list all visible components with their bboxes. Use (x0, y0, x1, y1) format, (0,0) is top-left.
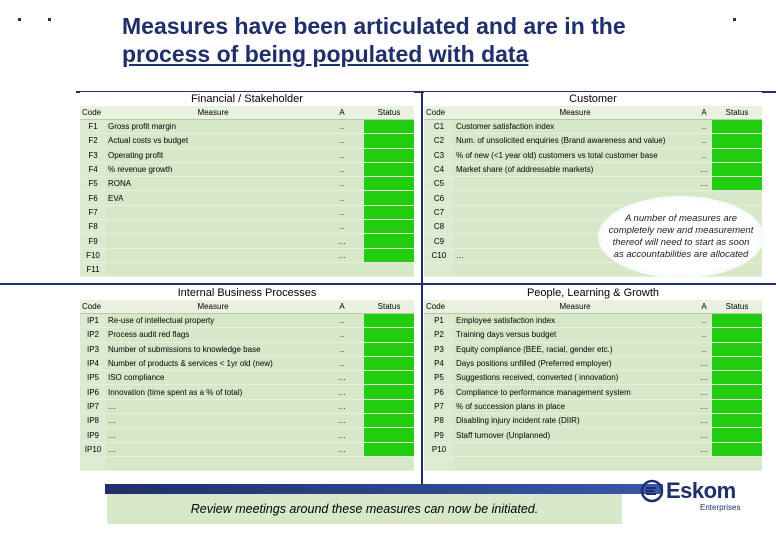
measure-a-value: … (320, 248, 364, 262)
table-row (424, 314, 762, 328)
people-table (424, 300, 762, 471)
measure-name (106, 262, 320, 276)
measure-code: F3 (80, 148, 106, 162)
table-row (80, 177, 414, 191)
title-line-2: process of being populated with data (122, 41, 529, 67)
measure-code: IP10 (80, 442, 106, 456)
measure-a-value: … (320, 442, 364, 456)
measure-a-value: .. (320, 328, 364, 342)
a-header: A (696, 300, 712, 314)
measure-name: RONA (106, 177, 320, 191)
measure-code (424, 262, 454, 276)
measure-a-value: … (696, 399, 712, 413)
measure-header: Measure (454, 106, 696, 120)
measure-name (106, 248, 320, 262)
table-row (424, 428, 762, 442)
measure-code: F10 (80, 248, 106, 262)
status-indicator (712, 385, 762, 399)
measure-a-value: .. (696, 342, 712, 356)
status-indicator (364, 220, 414, 234)
measure-name: Actual costs vs budget (106, 134, 320, 148)
measure-code: F1 (80, 120, 106, 134)
status-indicator (712, 399, 762, 413)
table-row (80, 134, 414, 148)
measure-code: IP8 (80, 414, 106, 428)
status-indicator (712, 148, 762, 162)
table-row (424, 456, 762, 470)
status-indicator (364, 399, 414, 413)
measure-a-value: … (320, 371, 364, 385)
measure-name: Market share (of addressable markets) (454, 162, 696, 176)
measure-code: C2 (424, 134, 454, 148)
measure-a-value: … (696, 371, 712, 385)
measure-code: C6 (424, 191, 454, 205)
measure-name (106, 205, 320, 219)
code-header: Code (424, 300, 454, 314)
status-indicator (364, 342, 414, 356)
status-indicator (712, 342, 762, 356)
measure-a-value: .. (320, 177, 364, 191)
status-indicator (364, 162, 414, 176)
measure-a-value: … (320, 414, 364, 428)
measure-a-value (320, 262, 364, 276)
people-quadrant (424, 286, 762, 472)
measure-name: … (106, 399, 320, 413)
measure-a-value: .. (320, 356, 364, 370)
code-header: Code (424, 106, 454, 120)
status-indicator (364, 191, 414, 205)
table-row (80, 328, 414, 342)
financial-title: Financial / Stakeholder (80, 92, 414, 106)
measure-name: Re-use of intellectual property (106, 314, 320, 328)
measure-code: P7 (424, 399, 454, 413)
measure-code: F2 (80, 134, 106, 148)
table-row (80, 162, 414, 176)
measure-name: Gross profit margin (106, 120, 320, 134)
a-header: A (320, 106, 364, 120)
measure-name: Days positions unfilled (Preferred employer) (454, 356, 696, 370)
measure-a-value: .. (320, 220, 364, 234)
measure-code: P4 (424, 356, 454, 370)
measure-a-value: .. (320, 134, 364, 148)
status-indicator (364, 414, 414, 428)
measure-name: Employee satisfaction index (454, 314, 696, 328)
status-indicator (712, 414, 762, 428)
measure-name: … (454, 248, 696, 262)
customer-title: Customer (424, 92, 762, 106)
measure-name: Innovation (time spent as a % of total) (106, 385, 320, 399)
measure-code: C1 (424, 120, 454, 134)
table-row (80, 120, 414, 134)
measure-name: Customer satisfaction index (454, 120, 696, 134)
status-indicator (364, 248, 414, 262)
status-indicator (712, 120, 762, 134)
status-indicator (712, 314, 762, 328)
callout-bubble: A number of measures are completely new and measurement thereof will need to start as soon as accountabilities are allocated (598, 196, 764, 278)
logo-subtitle: Enterprises (700, 503, 741, 512)
status-indicator (364, 328, 414, 342)
measure-a-value: … (696, 177, 712, 191)
people-title: People, Learning & Growth (424, 286, 762, 300)
measure-code: IP2 (80, 328, 106, 342)
measure-name: EVA (106, 191, 320, 205)
status-indicator (712, 456, 762, 470)
corner-dot (18, 18, 21, 21)
table-row (80, 442, 414, 456)
measure-name: Training days versus budget (454, 328, 696, 342)
measure-a-value: .. (696, 134, 712, 148)
measure-a-value: … (696, 162, 712, 176)
measure-header: Measure (106, 300, 320, 314)
status-indicator (364, 205, 414, 219)
status-header: Status (364, 106, 414, 120)
measure-a-value: .. (696, 314, 712, 328)
table-row (424, 328, 762, 342)
measure-name (454, 442, 696, 456)
measure-a-value: .. (696, 328, 712, 342)
table-row (424, 371, 762, 385)
status-indicator (364, 314, 414, 328)
status-indicator (364, 385, 414, 399)
measure-name (454, 456, 696, 470)
measure-a-value: .. (320, 205, 364, 219)
slide-title (122, 12, 742, 68)
measure-name: … (106, 442, 320, 456)
measure-a-value: .. (320, 148, 364, 162)
table-row (80, 262, 414, 276)
measure-code: P2 (424, 328, 454, 342)
measure-code: P3 (424, 342, 454, 356)
measure-name: Suggestions received, converted ( innovation) (454, 371, 696, 385)
table-row (424, 148, 762, 162)
status-indicator (712, 356, 762, 370)
status-indicator (364, 442, 414, 456)
table-row (80, 342, 414, 356)
status-indicator (364, 120, 414, 134)
status-indicator (712, 371, 762, 385)
status-indicator (364, 456, 414, 470)
status-header: Status (364, 300, 414, 314)
measure-code: C10 (424, 248, 454, 262)
table-row (80, 191, 414, 205)
measure-a-value (696, 456, 712, 470)
status-header: Status (712, 106, 762, 120)
measure-code: P1 (424, 314, 454, 328)
table-row (80, 205, 414, 219)
measure-a-value: .. (696, 120, 712, 134)
measure-code: IP4 (80, 356, 106, 370)
measure-a-value: .. (320, 314, 364, 328)
measure-code: F9 (80, 234, 106, 248)
status-indicator (712, 328, 762, 342)
measure-name: Disabling injury incident rate (DIIR) (454, 414, 696, 428)
footer-message: Review meetings around these measures can now be initiated. (107, 494, 622, 524)
status-indicator (364, 148, 414, 162)
measure-code: C8 (424, 220, 454, 234)
status-indicator (364, 177, 414, 191)
table-row (80, 385, 414, 399)
table-row (424, 342, 762, 356)
measure-code: IP9 (80, 428, 106, 442)
measure-name: % of new (<1 year old) customers vs total customer base (454, 148, 696, 162)
table-row (424, 385, 762, 399)
measure-name: Operating profit (106, 148, 320, 162)
measure-name: Equity compliance (BEE, racial, gender etc.) (454, 342, 696, 356)
code-header: Code (80, 300, 106, 314)
code-header: Code (80, 106, 106, 120)
table-row (80, 314, 414, 328)
table-row (424, 120, 762, 134)
measure-a-value: … (696, 428, 712, 442)
status-indicator (364, 134, 414, 148)
measure-name (106, 456, 320, 470)
table-row (80, 234, 414, 248)
table-row (80, 371, 414, 385)
measure-name: Number of products & services < 1yr old (new) (106, 356, 320, 370)
measure-code: F6 (80, 191, 106, 205)
table-row (424, 414, 762, 428)
title-line-1: Measures have been articulated and are in the (122, 13, 626, 39)
people-header-row (424, 300, 762, 314)
measure-a-value: .. (696, 148, 712, 162)
measure-code: F5 (80, 177, 106, 191)
table-row (80, 220, 414, 234)
table-row (424, 399, 762, 413)
measure-code: IP7 (80, 399, 106, 413)
measure-code: F7 (80, 205, 106, 219)
logo-name: Eskom (666, 478, 736, 503)
measure-name: Staff turnover (Unplanned) (454, 428, 696, 442)
table-row (80, 148, 414, 162)
measure-code (424, 456, 454, 470)
measure-code: IP3 (80, 342, 106, 356)
measure-name: Number of submissions to knowledge base (106, 342, 320, 356)
table-row (80, 428, 414, 442)
measure-code: C4 (424, 162, 454, 176)
status-indicator (712, 177, 762, 191)
measure-name: Num. of unsolicited enquiries (Brand awareness and value) (454, 134, 696, 148)
measure-name (106, 234, 320, 248)
measure-code: C5 (424, 177, 454, 191)
table-row (80, 248, 414, 262)
financial-table (80, 106, 414, 277)
measure-code: C9 (424, 234, 454, 248)
measure-code: IP6 (80, 385, 106, 399)
measure-code: C3 (424, 148, 454, 162)
measure-a-value: … (320, 234, 364, 248)
corner-dot (733, 18, 736, 21)
status-indicator (712, 162, 762, 176)
measure-name: Process audit red flags (106, 328, 320, 342)
internal-header-row (80, 300, 414, 314)
measure-code: P8 (424, 414, 454, 428)
measure-name: % revenue growth (106, 162, 320, 176)
measure-header: Measure (106, 106, 320, 120)
measure-name: … (106, 414, 320, 428)
measure-name: Compliance to performance management system (454, 385, 696, 399)
measure-code: P5 (424, 371, 454, 385)
measure-a-value: … (696, 356, 712, 370)
measure-a-value: … (320, 385, 364, 399)
internal-table (80, 300, 414, 471)
status-indicator (364, 428, 414, 442)
measure-a-value: .. (320, 162, 364, 176)
measure-code: C7 (424, 205, 454, 219)
center-rule (421, 91, 423, 521)
measure-name: … (106, 428, 320, 442)
measure-code: P6 (424, 385, 454, 399)
status-indicator (712, 428, 762, 442)
table-row (424, 162, 762, 176)
measure-name: ISO compliance (106, 371, 320, 385)
measure-a-value: … (696, 414, 712, 428)
measure-a-value: … (320, 399, 364, 413)
table-row (424, 442, 762, 456)
measure-code: P10 (424, 442, 454, 456)
table-row (80, 399, 414, 413)
measure-a-value (320, 456, 364, 470)
table-row (424, 177, 762, 191)
status-header: Status (712, 300, 762, 314)
measure-code: IP1 (80, 314, 106, 328)
measure-name: % of succession plans in place (454, 399, 696, 413)
status-indicator (364, 262, 414, 276)
internal-quadrant (80, 286, 414, 472)
measure-a-value: … (696, 385, 712, 399)
measure-a-value: .. (320, 120, 364, 134)
measure-code: F11 (80, 262, 106, 276)
a-header: A (320, 300, 364, 314)
table-row (80, 356, 414, 370)
eskom-emblem-icon (640, 478, 664, 504)
measure-a-value: … (696, 442, 712, 456)
status-indicator (364, 234, 414, 248)
footer-bar (105, 484, 663, 494)
financial-header-row (80, 106, 414, 120)
middle-rule (0, 283, 776, 285)
financial-quadrant (80, 92, 414, 280)
measure-a-value: .. (320, 342, 364, 356)
table-row (80, 456, 414, 470)
status-indicator (364, 371, 414, 385)
measure-code: IP5 (80, 371, 106, 385)
a-header: A (696, 106, 712, 120)
corner-dot (48, 18, 51, 21)
status-indicator (712, 442, 762, 456)
measure-header: Measure (454, 300, 696, 314)
measure-code: F4 (80, 162, 106, 176)
measure-name (454, 177, 696, 191)
measure-code (80, 456, 106, 470)
table-row (424, 134, 762, 148)
measure-a-value: … (320, 428, 364, 442)
measure-a-value: .. (320, 191, 364, 205)
status-indicator (712, 134, 762, 148)
measure-code: F8 (80, 220, 106, 234)
table-row (424, 356, 762, 370)
measure-code: P9 (424, 428, 454, 442)
measure-name (106, 220, 320, 234)
customer-header-row (424, 106, 762, 120)
status-indicator (364, 356, 414, 370)
internal-title: Internal Business Processes (80, 286, 414, 300)
eskom-logo (640, 476, 740, 516)
table-row (80, 414, 414, 428)
